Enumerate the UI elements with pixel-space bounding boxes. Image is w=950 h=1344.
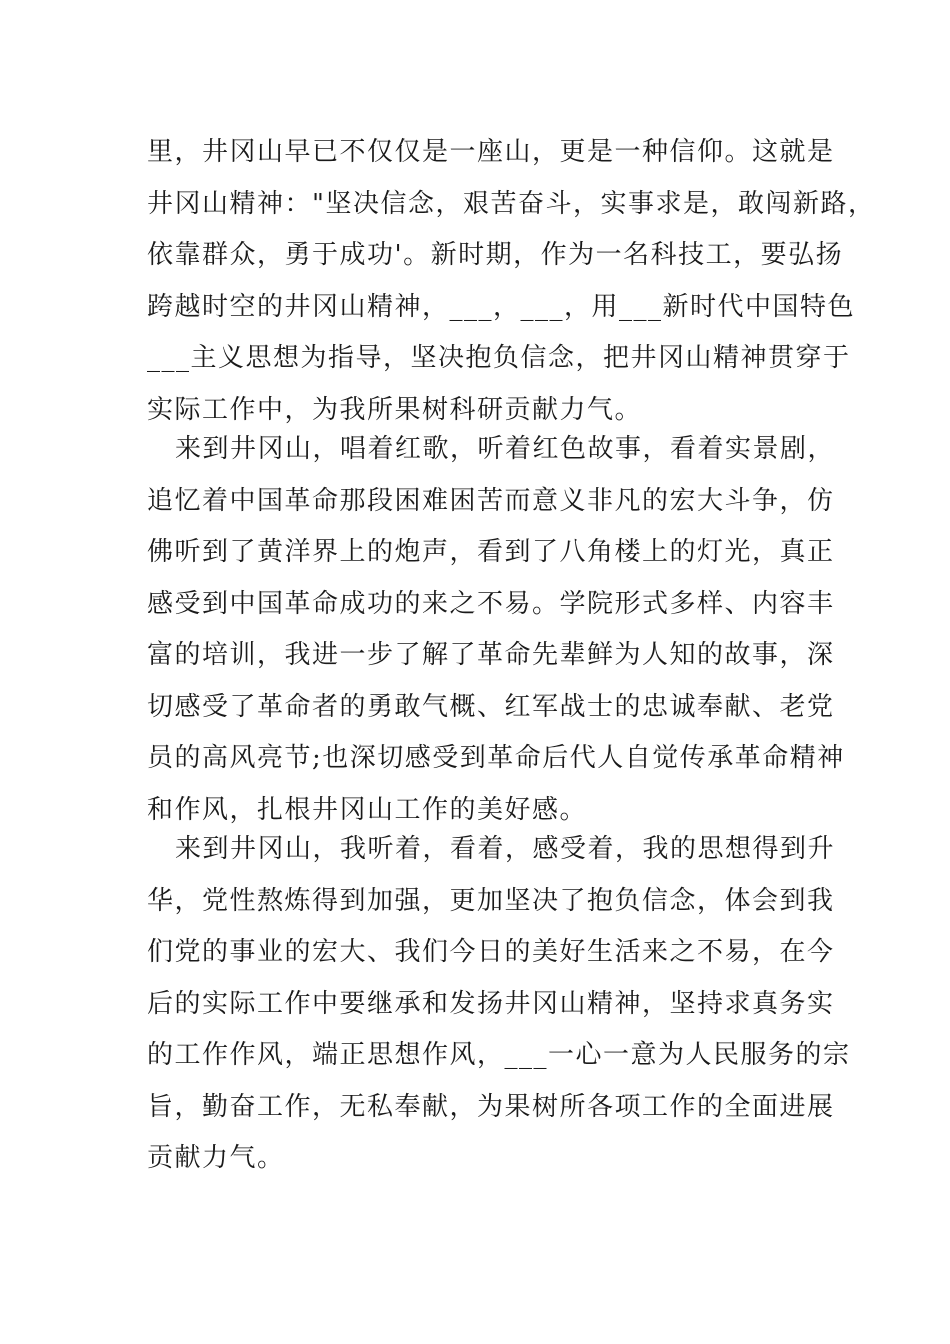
text-line: 富的培训，我进一步了解了革命先辈鲜为人知的故事，深	[147, 640, 835, 670]
text-line: 实际工作中，为我所果树科研贡献力气。	[147, 394, 643, 425]
text-line: ___主义思想为指导，坚决抱负信念，把井冈山精神贯穿于	[147, 343, 851, 373]
text-line: 追忆着中国革命那段困难困苦而意义非凡的宏大斗争，仿	[147, 485, 835, 516]
text-line: 员的高风亮节;也深切感受到革命后代人自觉传承革命精神	[147, 743, 845, 773]
text-line: 来到井冈山，唱着红歌，听着红色故事，看着实景剧，	[175, 434, 836, 464]
paragraph-1	[147, 127, 876, 436]
text-line: 的工作作风，端正思想作风，___一心一意为人民服务的宗	[147, 1040, 851, 1070]
text-line: 们党的事业的宏大、我们今日的美好生活来之不易，在今	[147, 937, 835, 967]
text-line: 后的实际工作中要继承和发扬井冈山精神，坚持求真务实	[147, 988, 835, 1019]
text-line: 切感受了革命者的勇敢气概、红军战士的忠诚奉献、老党	[147, 691, 835, 722]
text-line: 来到井冈山，我听着，看着，感受着，我的思想得到升	[175, 834, 836, 864]
text-line: 跨越时空的井冈山精神，___，___，用___新时代中国特色	[147, 291, 856, 322]
text-line: 井冈山精神："坚决信念，艰苦奋斗，实事求是，敢闯新路，	[147, 188, 876, 219]
text-line: 华，党性熬炼得到加强，更加坚决了抱负信念，体会到我	[147, 885, 835, 916]
paragraph-3	[147, 824, 851, 1185]
paragraph-2	[147, 424, 845, 836]
text-line: 旨，勤奋工作，无私奉献，为果树所各项工作的全面进展	[147, 1091, 835, 1122]
text-line: 佛听到了黄洋界上的炮声，看到了八角楼上的灯光，真正	[147, 537, 835, 567]
text-line: 感受到中国革命成功的来之不易。学院形式多样、内容丰	[147, 588, 835, 619]
text-line: 和作风，扎根井冈山工作的美好感。	[147, 794, 588, 825]
text-line: 贡献力气。	[147, 1143, 285, 1173]
text-line: 里，井冈山早已不仅仅是一座山，更是一种信仰。这就是	[147, 137, 835, 167]
text-line: 依靠群众，勇于成功'。新时期，作为一名科技工，要弘扬	[147, 240, 844, 270]
